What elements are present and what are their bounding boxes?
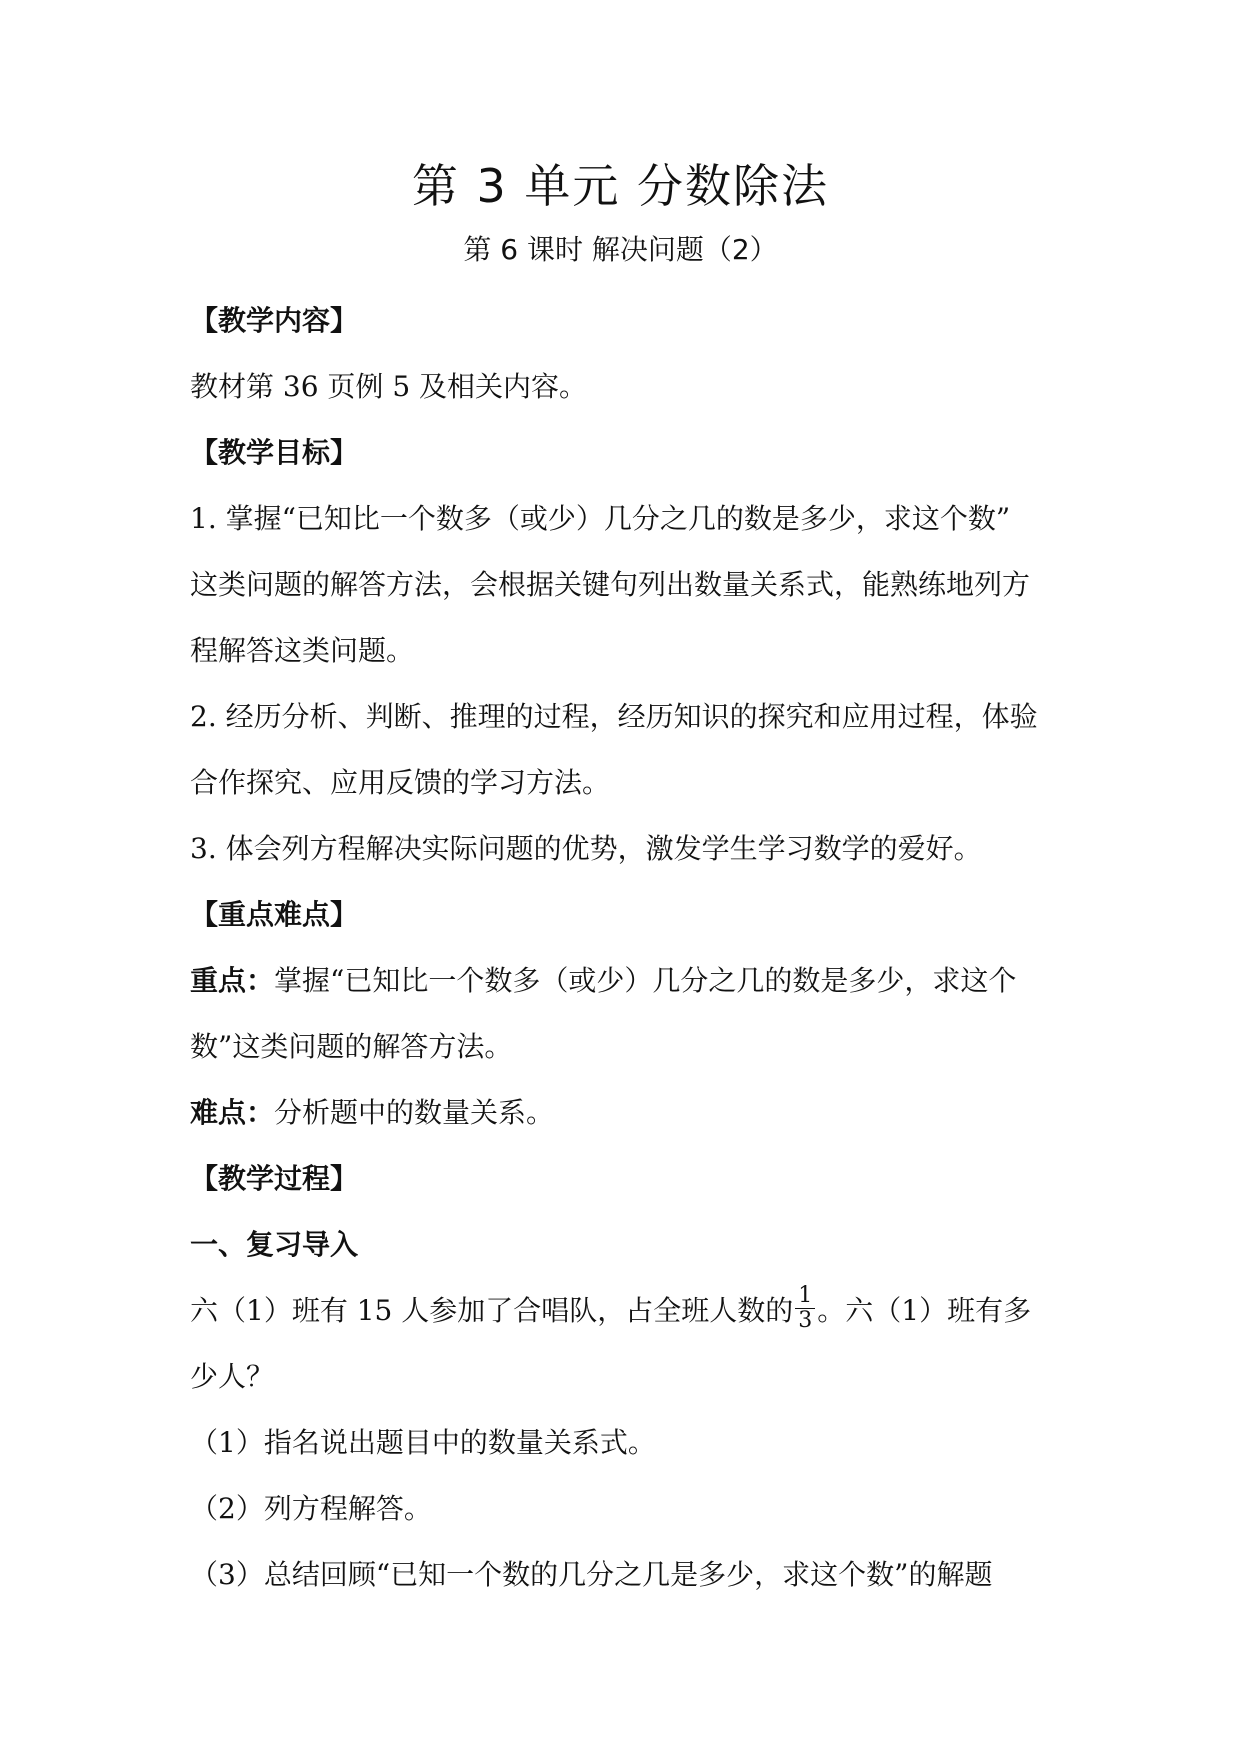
goal-3: 3. 体会列方程解决实际问题的优势，激发学生学习数学的爱好。 (190, 832, 982, 865)
section-heading-goals: 【教学目标】 (190, 436, 359, 469)
section-heading-content: 【教学内容】 (190, 304, 359, 337)
goal-2-line-1: 2. 经历分析、判断、推理的过程，经历知识的探究和应用过程，体验 (190, 700, 1038, 733)
lesson-subtitle: 第 6 课时 解决问题（2） (463, 233, 778, 266)
goal-1-line-1: 1. 掌握“已知比一个数多（或少）几分之几的数是多少，求这个数” (190, 502, 1011, 535)
difficulty-text: 分析题中的数量关系。 (274, 1096, 555, 1129)
fraction-one-third (795, 1284, 815, 1333)
key-point-text: 掌握“已知比一个数多（或少）几分之几的数是多少，求这个 (274, 964, 1017, 997)
difficulty-label: 难点： (190, 1096, 275, 1129)
content-text: 教材第 36 页例 5 及相关内容。 (190, 370, 588, 403)
review-question-line-2: 少人？ (190, 1360, 275, 1393)
review-question-part-b: 。六（1）班有多 (817, 1294, 1032, 1327)
step-1: （1）指名说出题目中的数量关系式。 (190, 1426, 656, 1459)
key-point-label: 重点： (190, 964, 275, 997)
goal-2-line-2: 合作探究、应用反馈的学习方法。 (190, 766, 611, 799)
goal-1-line-2: 这类问题的解答方法，会根据关键句列出数量关系式，能熟练地列方 (190, 568, 1031, 601)
review-question-part-a: 六（1）班有 15 人参加了合唱队，占全班人数的 (190, 1294, 794, 1327)
difficulty-line (190, 1080, 1066, 1146)
review-question-line-1 (190, 1278, 1066, 1344)
section-heading-process: 【教学过程】 (190, 1162, 359, 1195)
subsection-heading-review: 一、复习导入 (190, 1228, 359, 1261)
unit-title: 第 3 单元 分数除法 (411, 159, 830, 213)
step-2: （2）列方程解答。 (190, 1492, 432, 1525)
section-heading-key-points: 【重点难点】 (190, 898, 359, 931)
goal-1-line-3: 程解答这类问题。 (190, 634, 415, 667)
step-3: （3）总结回顾“已知一个数的几分之几是多少，求这个数”的解题 (190, 1558, 993, 1591)
fraction-denominator: 3 (798, 1308, 813, 1333)
document-body (190, 288, 1066, 1608)
key-point-line-1 (190, 948, 1066, 1014)
key-point-line-2: 数”这类问题的解答方法。 (190, 1030, 513, 1063)
fraction-numerator: 1 (795, 1284, 815, 1309)
